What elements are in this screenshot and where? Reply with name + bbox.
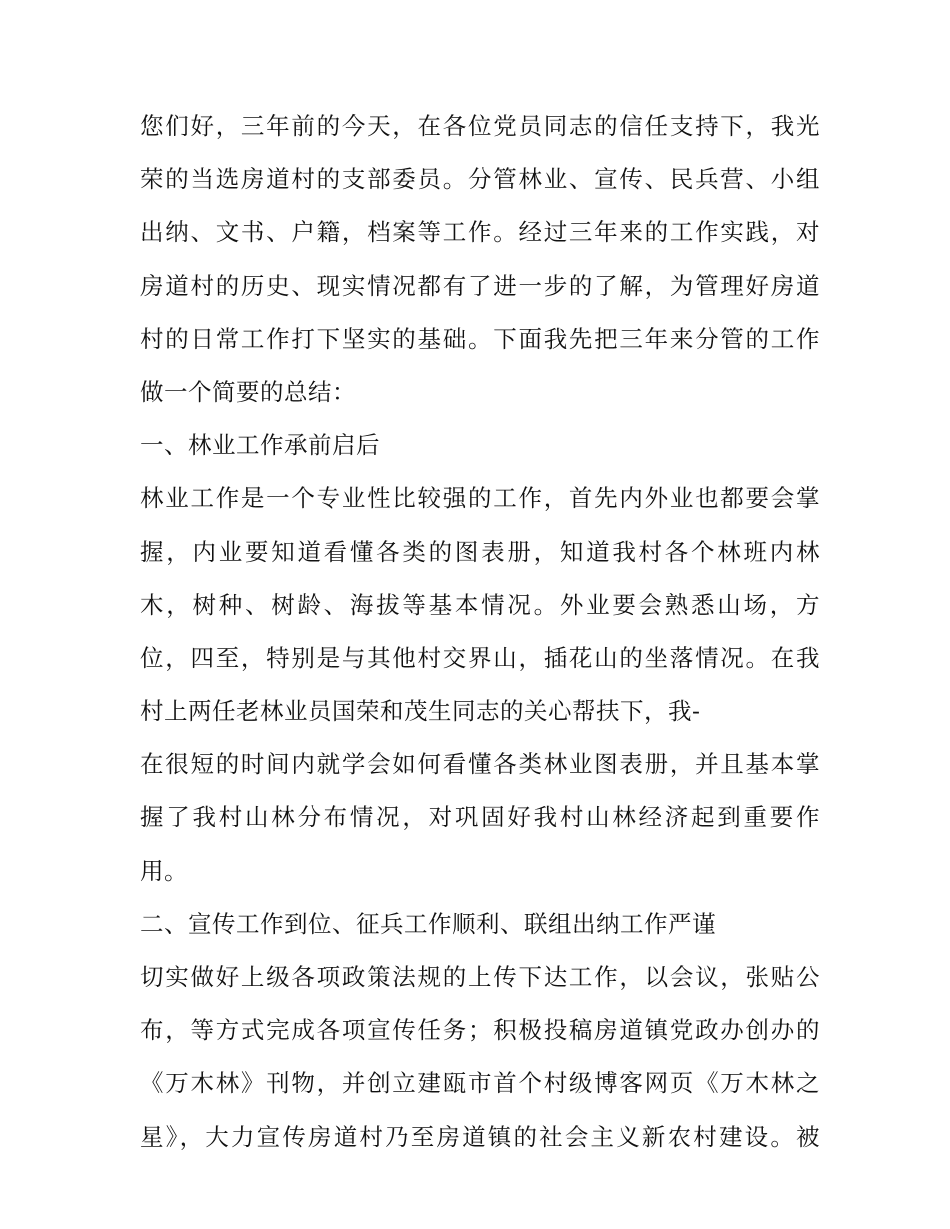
text-line: 木，树种、树龄、海拔等基本情况。外业要会熟悉山场，方 [140, 590, 820, 619]
text-line: 切实做好上级各项政策法规的上传下达工作，以会议，张贴公 [140, 963, 820, 991]
text-line: 村上两任老林业员国荣和茂生同志的关心帮扶下，我- [140, 697, 701, 726]
text-line: 荣的当选房道村的支部委员。分管林业、宣传、民兵营、小组 [140, 165, 820, 194]
section-heading: 一、林业工作承前启后 [140, 431, 380, 460]
text-line: 做一个简要的总结： [140, 377, 356, 406]
body-text [140, 100, 820, 1164]
text-line: 在很短的时间内就学会如何看懂各类林业图表册，并且基本掌 [140, 750, 820, 779]
text-line: 出纳、文书、户籍，档案等工作。经过三年来的工作实践，对 [140, 218, 820, 247]
text-line: 用。 [140, 856, 188, 885]
text-line: 星》，大力宣传房道村乃至房道镇的社会主义新农村建设。被 [140, 1122, 820, 1151]
text-line: 林业工作是一个专业性比较强的工作，首先内外业也都要会掌 [140, 484, 820, 513]
text-line: 房道村的历史、现实情况都有了进一步的了解，为管理好房道 [140, 271, 820, 300]
text-line: 握了我村山林分布情况，对巩固好我村山林经济起到重要作 [140, 803, 820, 832]
section-heading: 二、宣传工作到位、征兵工作顺利、联组出纳工作严谨 [140, 909, 716, 938]
text-line: 位，四至，特别是与其他村交界山，插花山的坐落情况。在我 [140, 643, 820, 672]
text-line: 《万木林》刊物，并创立建瓯市首个村级博客网页《万木林之 [140, 1069, 820, 1098]
text-line: 布，等方式完成各项宣传任务；积极投稿房道镇党政办创办的 [140, 1016, 820, 1045]
text-line: 您们好，三年前的今天，在各位党员同志的信任支持下，我光 [140, 112, 820, 140]
text-line: 村的日常工作打下坚实的基础。下面我先把三年来分管的工作 [140, 324, 820, 353]
text-line: 握，内业要知道看懂各类的图表册，知道我村各个林班内林 [140, 537, 820, 566]
